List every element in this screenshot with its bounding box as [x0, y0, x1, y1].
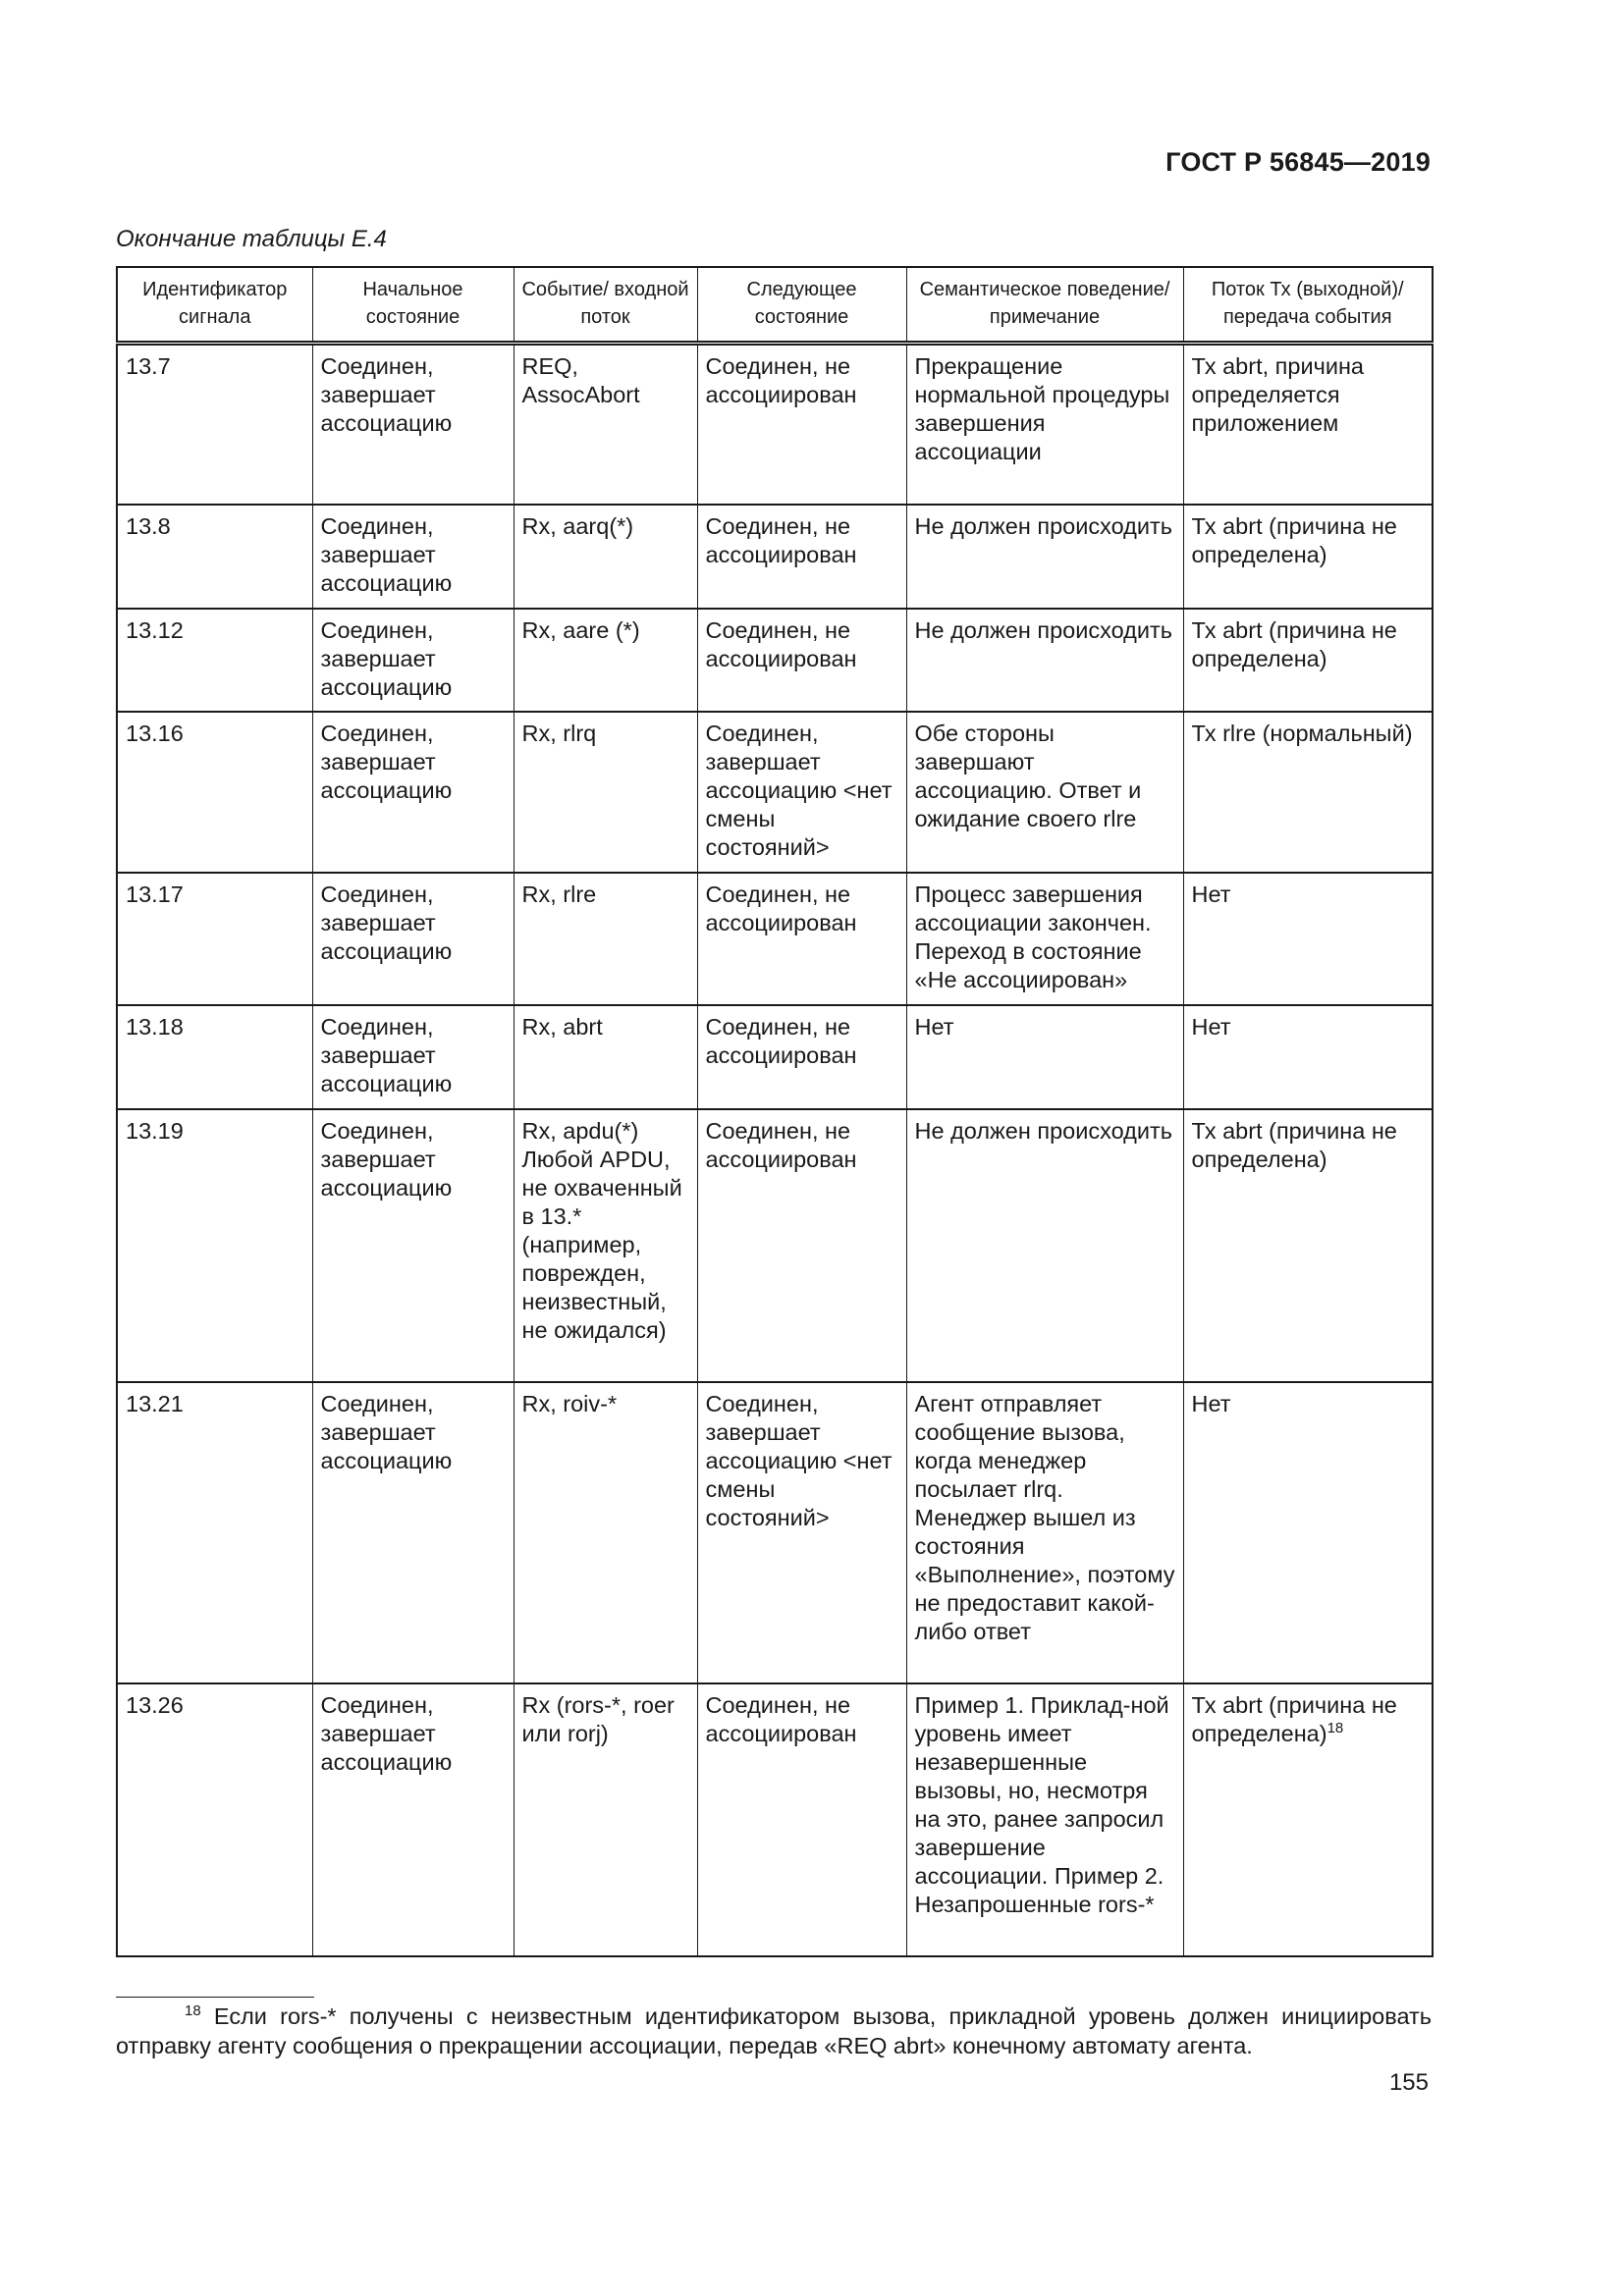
cell-event: Rx, rlrq [514, 712, 697, 873]
column-header-signal-id: Идентификатор сигнала [117, 267, 312, 344]
footnote-mark: 18 [185, 2002, 201, 2020]
cell-initial-state: Соединен, завершает ассоциацию [312, 1382, 514, 1683]
cell-signal-id: 13.7 [117, 344, 312, 505]
table-row [117, 712, 1433, 873]
cell-event: REQ, AssocAbort [514, 344, 697, 505]
cell-tx-flow: Нет [1183, 1005, 1433, 1109]
footnote-reference-mark: 18 [1326, 1719, 1344, 1736]
footnote [116, 2002, 1432, 2060]
cell-signal-id: 13.12 [117, 609, 312, 712]
cell-tx-flow: Тх abrt (причина не определена) [1183, 505, 1433, 609]
cell-initial-state: Соединен, завершает ассоциацию [312, 609, 514, 712]
cell-tx-flow: Тх abrt (причина не определена) [1183, 609, 1433, 712]
cell-next-state: Соединен, не ассоциирован [697, 873, 906, 1005]
table-row [117, 505, 1433, 609]
footnote-separator [116, 1997, 314, 1998]
cell-semantics: Не должен происходить [906, 505, 1183, 609]
cell-tx-flow: Тх rlre (нормальный) [1183, 712, 1433, 873]
cell-semantics: Агент отправляет сообщение вызова, когда менеджер посылает rlrq. Менеджер вышел из состояния «Выполнение», поэтому не предоставит какой-либо ответ [906, 1382, 1183, 1683]
cell-signal-id: 13.19 [117, 1109, 312, 1382]
column-header-initial-state: Начальное состояние [312, 267, 514, 344]
table-row [117, 344, 1433, 505]
cell-tx-flow: Нет [1183, 873, 1433, 1005]
footnote-text: Если rors-* получены с неизвестным идентификатором вызова, прикладной уровень должен инициировать отправку агенту сообщения о прекращении ассоциации, передав «REQ abrt» конечному автомату агента. [116, 2003, 1433, 2058]
column-header-semantics: Семантическое поведение/примечание [906, 267, 1183, 344]
cell-event: Rx, apdu(*) Любой APDU, не охваченный в 13.* (например, поврежден, неизвестный, не ожидался) [514, 1109, 697, 1382]
cell-semantics: Процесс завершения ассоциации закончен. Переход в состояние «Не ассоциирован» [906, 873, 1183, 1005]
cell-semantics: Нет [906, 1005, 1183, 1109]
cell-next-state: Соединен, не ассоциирован [697, 1683, 906, 1956]
cell-event: Rx (rors-*, roer или rorj) [514, 1683, 697, 1956]
cell-semantics: Не должен происходить [906, 609, 1183, 712]
cell-event: Rx, aare (*) [514, 609, 697, 712]
cell-signal-id: 13.21 [117, 1382, 312, 1683]
cell-signal-id: 13.8 [117, 505, 312, 609]
cell-initial-state: Соединен, завершает ассоциацию [312, 1683, 514, 1956]
cell-semantics: Прекращение нормальной процедуры завершения ассоциации [906, 344, 1183, 505]
cell-signal-id: 13.16 [117, 712, 312, 873]
cell-next-state: Соединен, завершает ассоциацию <нет смены состояний> [697, 712, 906, 873]
cell-initial-state: Соединен, завершает ассоциацию [312, 1109, 514, 1382]
cell-event: Rx, roiv-* [514, 1382, 697, 1683]
cell-event: Rx, aarq(*) [514, 505, 697, 609]
cell-tx-flow: Тх abrt (причина не определена) [1183, 1109, 1433, 1382]
state-transition-table [116, 266, 1434, 1957]
cell-next-state: Соединен, завершает ассоциацию <нет смены состояний> [697, 1382, 906, 1683]
cell-next-state: Соединен, не ассоциирован [697, 1109, 906, 1382]
table-row [117, 1109, 1433, 1382]
cell-tx-flow: Тх abrt, причина определяется приложением [1183, 344, 1433, 505]
cell-initial-state: Соединен, завершает ассоциацию [312, 344, 514, 505]
table-row [117, 1683, 1433, 1956]
table-row [117, 609, 1433, 712]
cell-semantics: Пример 1. Приклад-ной уровень имеет незавершенные вызовы, но, несмотря на это, ранее запросил завершение ассоциации. Пример 2. Незапрошенные rors-* [906, 1683, 1183, 1956]
cell-initial-state: Соединен, завершает ассоциацию [312, 873, 514, 1005]
column-header-event: Событие/ входной поток [514, 267, 697, 344]
table-header-row [117, 267, 1433, 344]
table-row [117, 1005, 1433, 1109]
cell-tx-flow-text: Тх abrt (причина не определена) [1191, 1691, 1397, 1746]
cell-next-state: Соединен, не ассоциирован [697, 609, 906, 712]
page-number: 155 [1388, 2069, 1429, 2096]
cell-next-state: Соединен, не ассоциирован [697, 505, 906, 609]
table-caption: Окончание таблицы Е.4 [116, 226, 387, 252]
cell-next-state: Соединен, не ассоциирован [697, 1005, 906, 1109]
cell-signal-id: 13.26 [117, 1683, 312, 1956]
cell-initial-state: Соединен, завершает ассоциацию [312, 505, 514, 609]
cell-semantics: Не должен происходить [906, 1109, 1183, 1382]
column-header-next-state: Следующее состояние [697, 267, 906, 344]
cell-initial-state: Соединен, завершает ассоциацию [312, 1005, 514, 1109]
cell-tx-flow [1183, 1683, 1433, 1956]
cell-initial-state: Соединен, завершает ассоциацию [312, 712, 514, 873]
cell-tx-flow: Нет [1183, 1382, 1433, 1683]
cell-semantics: Обе стороны завершают ассоциацию. Ответ и ожидание своего rlre [906, 712, 1183, 873]
column-header-tx-flow: Поток Тх (выходной)/ передача события [1183, 267, 1433, 344]
table-row [117, 873, 1433, 1005]
document-standard-header: ГОСТ Р 56845—2019 [1165, 147, 1431, 177]
table-row [117, 1382, 1433, 1683]
cell-signal-id: 13.18 [117, 1005, 312, 1109]
cell-signal-id: 13.17 [117, 873, 312, 1005]
cell-event: Rx, rlre [514, 873, 697, 1005]
cell-next-state: Соединен, не ассоциирован [697, 344, 906, 505]
cell-event: Rx, abrt [514, 1005, 697, 1109]
